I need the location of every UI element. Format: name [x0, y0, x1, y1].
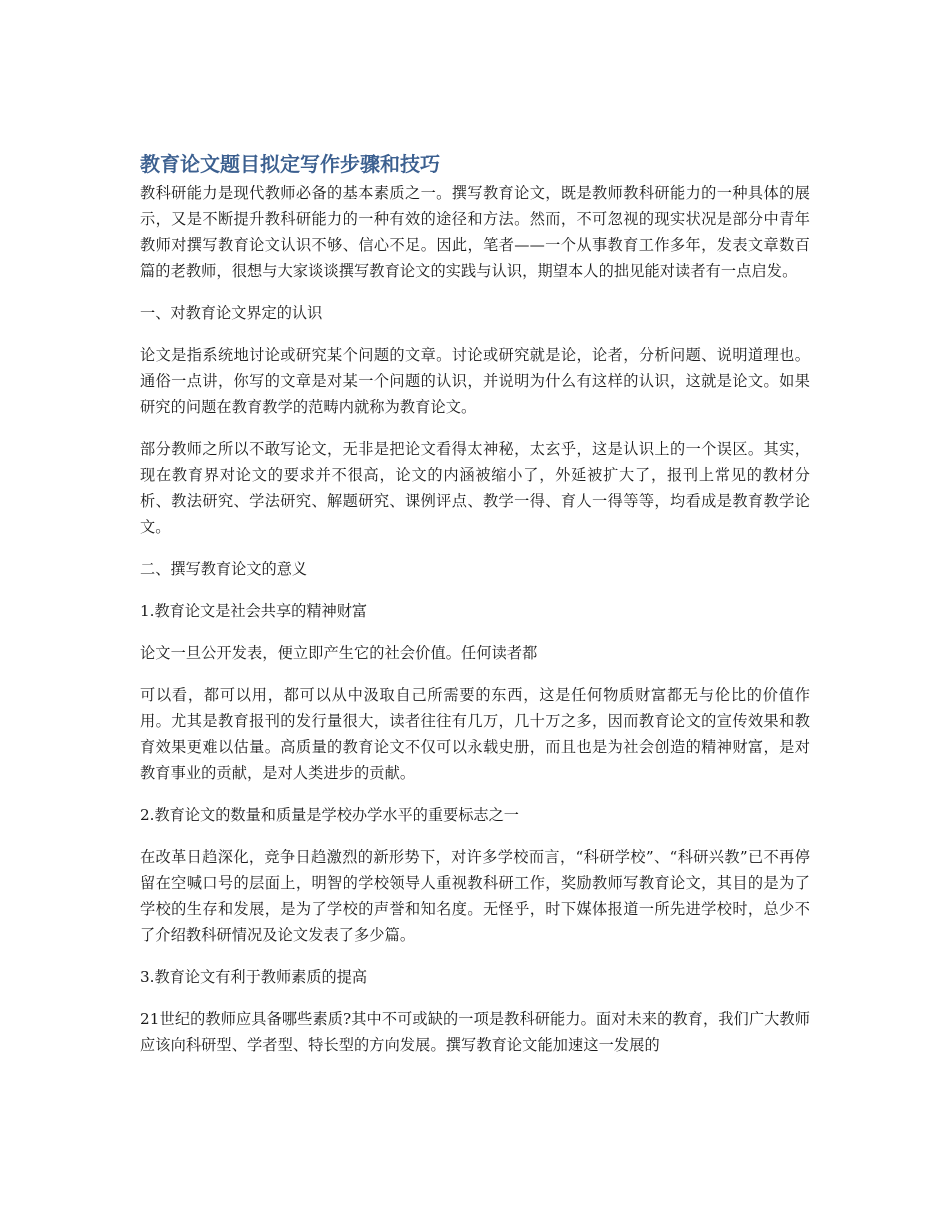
point-1-paragraph-2: 可以看，都可以用，都可以从中汲取自己所需要的东西，这是任何物质财富都无与伦比的价值作用。尤其是教育报刊的发行量很大，读者往往有几万，几十万之多，因而教育论文的宣传效果和教育效果更难以估量。高质量的教育论文不仅可以永载史册，而且也是为社会创造的精神财富，是对教育事业的贡献，是对人类进步的贡献。: [140, 686, 810, 782]
intro-paragraph: 教科研能力是现代教师必备的基本素质之一。撰写教育论文，既是教师教科研能力的一种具体的展示，又是不断提升教科研能力的一种有效的途径和方法。然而，不可忽视的现实状况是部分中青年教师对撰写教育论文认识不够、信心不足。因此，笔者——一个从事教育工作多年，发表文章数百篇的老教师，很想与大家谈谈撰写教育论文的实践与认识，期望本人的拙见能对读者有一点启发。: [140, 184, 810, 280]
section-2-heading: 二、撰写教育论文的意义: [140, 560, 308, 578]
document-title: 教育论文题目拟定写作步骤和技巧: [140, 152, 440, 176]
point-3-heading: 3.教育论文有利于教师素质的提高: [140, 968, 368, 986]
document-page: [140, 150, 810, 1074]
point-2-paragraph-1: 在改革日趋深化，竞争日趋激烈的新形势下，对许多学校而言，“科研学校”、“科研兴教”已不再停留在空喊口号的层面上，明智的学校领导人重视教科研工作，奖励教师写教育论文，其目的是为了学校的生存和发展，是为了学校的声誉和知名度。无怪乎，时下媒体报道一所先进学校时，总少不了介绍教科研情况及论文发表了多少篇。: [140, 848, 810, 944]
point-1-paragraph-1: 论文一旦公开发表，便立即产生它的社会价值。任何读者都: [140, 644, 538, 662]
point-1-heading: 1.教育论文是社会共享的精神财富: [140, 602, 368, 620]
point-3-paragraph-1: 21世纪的教师应具备哪些素质?其中不可或缺的一项是教科研能力。面对未来的教育，我们广大教师应该向科研型、学者型、特长型的方向发展。撰写教育论文能加速这一发展的: [140, 1010, 810, 1054]
section-1-paragraph-1: 论文是指系统地讨论或研究某个问题的文章。讨论或研究就是论，论者，分析问题、说明道理也。通俗一点讲，你写的文章是对某一个问题的认识，并说明为什么有这样的认识，这就是论文。如果研究的问题在教育教学的范畴内就称为教育论文。: [140, 346, 810, 416]
section-1-heading: 一、对教育论文界定的认识: [140, 304, 323, 322]
point-2-heading: 2.教育论文的数量和质量是学校办学水平的重要标志之一: [140, 806, 519, 824]
section-1-paragraph-2: 部分教师之所以不敢写论文，无非是把论文看得太神秘，太玄乎，这是认识上的一个误区。其实，现在教育界对论文的要求并不很高，论文的内涵被缩小了，外延被扩大了，报刊上常见的教材分析、教法研究、学法研究、解题研究、课例评点、教学一得、育人一得等等，均看成是教育教学论文。: [140, 440, 810, 536]
